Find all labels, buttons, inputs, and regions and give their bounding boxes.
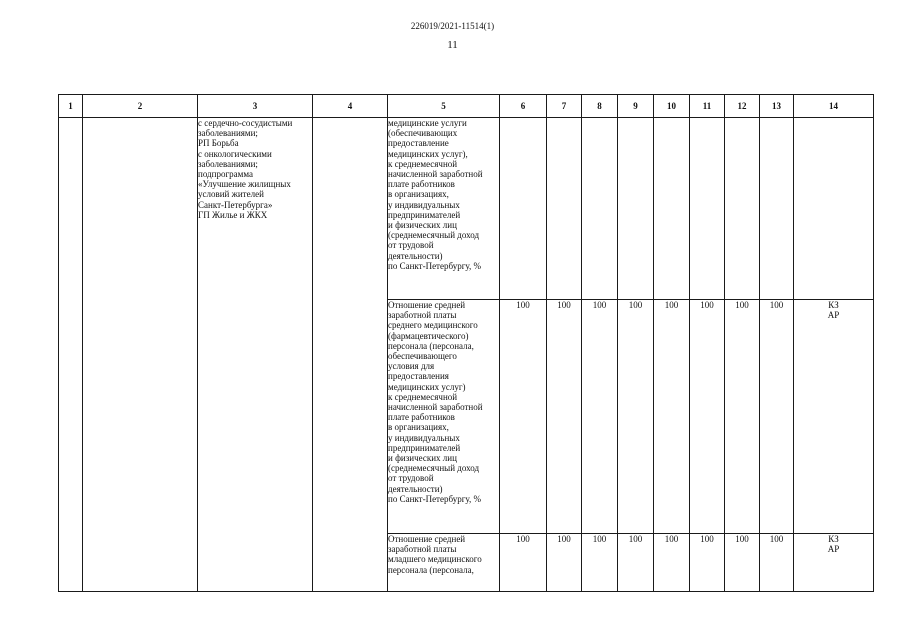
text-line: от трудовой [388,240,434,251]
responsible-code: КЗ [828,534,839,544]
text-line: и физических лиц [388,220,457,231]
value-cell: 100 [654,300,690,534]
value-cell [690,118,725,300]
text-line: персонала (персонала, [388,564,474,575]
text-line: у индивидуальных [388,199,460,210]
text-line: Отношение средней [388,300,466,310]
page-header [0,22,905,51]
text-line: к среднемесячной [388,158,458,169]
col-header: 2 [83,95,198,118]
text-line: Санкт-Петербурга» [198,199,273,210]
col-header: 6 [500,95,547,118]
table-row [59,118,874,300]
value-cell: 100 [760,534,794,592]
value-cell: 100 [582,300,618,534]
col-header: 10 [654,95,690,118]
text-line: предпринимателей [388,442,461,453]
value-cell: 100 [654,534,690,592]
text-line: Отношение средней [388,534,466,544]
value-cell [725,118,760,300]
text-line: медицинских услуг), [388,148,468,159]
text-line: условия для [388,361,435,372]
col-header: 8 [582,95,618,118]
text-line: плате работников [388,412,455,423]
text-line: младшего медицинского [388,554,482,565]
indicator-cell [388,118,500,300]
text-line: заработной платы [388,310,457,321]
value-cell [618,118,654,300]
text-line: подпрограмма [198,169,253,180]
value-cell [582,118,618,300]
cell-col4 [313,118,388,592]
program-cell [198,118,313,592]
column-number-row [59,95,874,118]
value-cell: 100 [500,534,547,592]
text-line: заболеваниями; [198,128,258,139]
indicator-cell [388,534,500,592]
text-line: (фармацевтического) [388,330,469,341]
text-line: (среднемесячный доход [388,463,480,474]
value-cell: 100 [725,300,760,534]
value-cell: 100 [582,534,618,592]
text-line: заработной платы [388,544,457,555]
text-line: плате работников [388,179,455,190]
col-header: 14 [794,95,874,118]
value-cell: 100 [690,534,725,592]
text-line: ГП Жилье и ЖКХ [198,209,268,220]
indicator-table [58,94,874,592]
text-line: (обеспечивающих [388,128,458,139]
responsible-cell [794,300,874,534]
text-line: с онкологическими [198,148,272,159]
col-header: 11 [690,95,725,118]
indicator-cell [388,300,500,534]
document-code: 226019/2021-11514(1) [410,21,495,31]
text-line: медицинские услуги [388,118,467,128]
value-cell: 100 [547,300,582,534]
text-line: и физических лиц [388,453,457,464]
text-line: «Улучшение жилищных [198,179,291,190]
text-line: медицинских услуг) [388,381,466,392]
text-line: условий жителей [198,189,264,200]
col-header: 7 [547,95,582,118]
text-line: предоставления [388,371,449,382]
value-cell: 100 [500,300,547,534]
col-header: 4 [313,95,388,118]
text-line: среднего медицинского [388,320,478,331]
text-line: в организациях, [388,189,449,200]
cell-col2 [83,118,198,592]
col-header: 3 [198,95,313,118]
text-line: у индивидуальных [388,432,460,443]
text-line: по Санкт-Петербургу, % [388,493,482,504]
text-line: обеспечивающего [388,351,457,362]
value-cell [654,118,690,300]
responsible-code: АР [827,310,840,321]
text-line: персонала (персонала, [388,340,474,351]
col-header: 1 [59,95,83,118]
col-header: 12 [725,95,760,118]
value-cell: 100 [618,534,654,592]
responsible-code: КЗ [828,300,839,310]
text-line: заболеваниями; [198,158,258,169]
cell-col1 [59,118,83,592]
text-line: с сердечно-сосудистыми [198,118,293,128]
text-line: начисленной заработной [388,402,483,413]
value-cell [760,118,794,300]
text-line: в организациях, [388,422,449,433]
responsible-code: АР [827,544,840,555]
page-number: 11 [447,39,458,51]
text-line: по Санкт-Петербургу, % [388,260,482,271]
value-cell: 100 [760,300,794,534]
value-cell: 100 [618,300,654,534]
text-line: (среднемесячный доход [388,230,480,241]
value-cell [547,118,582,300]
col-header: 13 [760,95,794,118]
text-line: РП Борьба [198,138,239,149]
text-line: предоставление [388,138,449,149]
text-line: к среднемесячной [388,391,458,402]
responsible-cell [794,118,874,300]
text-line: от трудовой [388,473,434,484]
col-header: 9 [618,95,654,118]
text-line: деятельности) [388,483,443,494]
text-line: деятельности) [388,250,443,261]
value-cell: 100 [547,534,582,592]
text-line: предпринимателей [388,209,461,220]
value-cell: 100 [725,534,760,592]
col-header: 5 [388,95,500,118]
value-cell [500,118,547,300]
responsible-cell [794,534,874,592]
value-cell: 100 [690,300,725,534]
text-line: начисленной заработной [388,169,483,180]
